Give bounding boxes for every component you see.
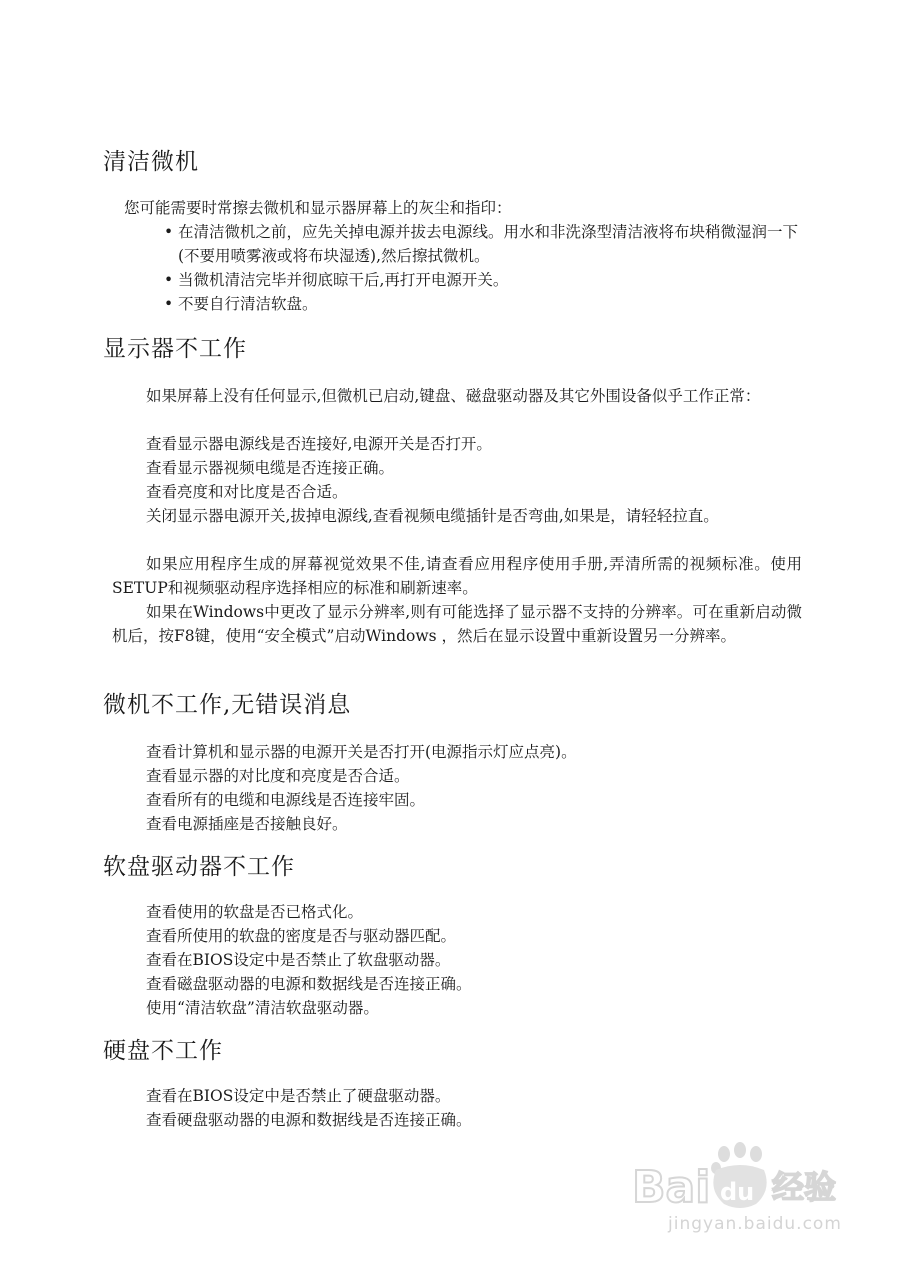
harddisk-line-2: 查看硬盘驱动器的电源和数据线是否连接正确。 (146, 1111, 472, 1129)
heading-no-message: 微机不工作,无错误消息 (103, 692, 352, 718)
heading-floppy: 软盘驱动器不工作 (103, 854, 295, 880)
display-line-2: 查看显示器视频电缆是否连接正确。 (146, 459, 395, 477)
cleaning-intro: 您可能需要时常擦去微机和显示器屏幕上的灰尘和指印： (124, 199, 512, 217)
display-para-1: 如果屏幕上没有任何显示,但微机已启动,键盘、磁盘驱动器及其它外围设备似乎工作正常： (146, 387, 761, 405)
harddisk-line-1: 查看在BIOS设定中是否禁止了硬盘驱动器。 (146, 1087, 451, 1105)
nomessage-line-2: 查看显示器的对比度和亮度是否合适。 (146, 767, 410, 785)
watermark-letters-bai: Bai (632, 1162, 711, 1212)
baidu-paw-logo (632, 1142, 838, 1212)
bullet-dot: • (164, 295, 174, 313)
display-para-4: 如果在Windows中更改了显示分辨率,则有可能选择了显示器不支持的分辨率。可在重新启动微机后，按F8键，使用“安全模式”启动Windows ，然后在显示设置中重新设置另一分辨率。 (112, 603, 802, 645)
watermark-url: jingyan.baidu.com (668, 1214, 842, 1234)
display-line-3: 查看亮度和对比度是否合适。 (146, 483, 348, 501)
display-line-1: 查看显示器电源线是否连接好,电源开关是否打开。 (146, 435, 492, 453)
heading-cleaning: 清洁微机 (103, 149, 199, 175)
baidu-jingyan-watermark (632, 1142, 842, 1242)
nomessage-line-4: 查看电源插座是否接触良好。 (146, 815, 348, 833)
cleaning-bullet-1 (164, 220, 818, 268)
watermark-letters-du: du (720, 1178, 755, 1206)
nomessage-line-1: 查看计算机和显示器的电源开关是否打开(电源指示灯应点亮)。 (146, 743, 577, 761)
bullet-dot: • (164, 223, 174, 241)
floppy-line-1: 查看使用的软盘是否已格式化。 (146, 903, 364, 921)
heading-display: 显示器不工作 (103, 336, 247, 362)
heading-hard-disk: 硬盘不工作 (103, 1038, 223, 1064)
cleaning-bullet-2-text: 当微机清洁完毕并彻底晾干后,再打开电源开关。 (178, 271, 509, 289)
cleaning-bullet-2 (164, 268, 818, 292)
display-para-2: 关闭显示器电源开关,拔掉电源线,查看视频电缆插针是否弯曲,如果是，请轻轻拉直。 (146, 507, 719, 525)
floppy-line-4: 查看磁盘驱动器的电源和数据线是否连接正确。 (146, 975, 472, 993)
floppy-line-3: 查看在BIOS设定中是否禁止了软盘驱动器。 (146, 951, 451, 969)
cleaning-bullet-3-text: 不要自行清洁软盘。 (178, 295, 318, 313)
bullet-dot: • (164, 271, 174, 289)
floppy-line-2: 查看所使用的软盘的密度是否与驱动器匹配。 (146, 927, 457, 945)
floppy-line-5: 使用“清洁软盘”清洁软盘驱动器。 (146, 999, 379, 1017)
display-para-3: 如果应用程序生成的屏幕视觉效果不佳,请查看应用程序使用手册,弄清所需的视频标准。使用SETUP和视频驱动程序选择相应的标准和刷新速率。 (112, 555, 802, 597)
nomessage-line-3: 查看所有的电缆和电源线是否连接牢固。 (146, 791, 426, 809)
cleaning-bullet-3 (164, 292, 818, 316)
watermark-letters-jingyan: 经验 (772, 1168, 837, 1206)
cleaning-bullet-1-text: 在清洁微机之前，应先关掉电源并拔去电源线。用水和非洗涤型清洁液将布块稍微湿润一下(不要用喷雾液或将布块湿透),然后擦拭微机。 (178, 223, 799, 265)
